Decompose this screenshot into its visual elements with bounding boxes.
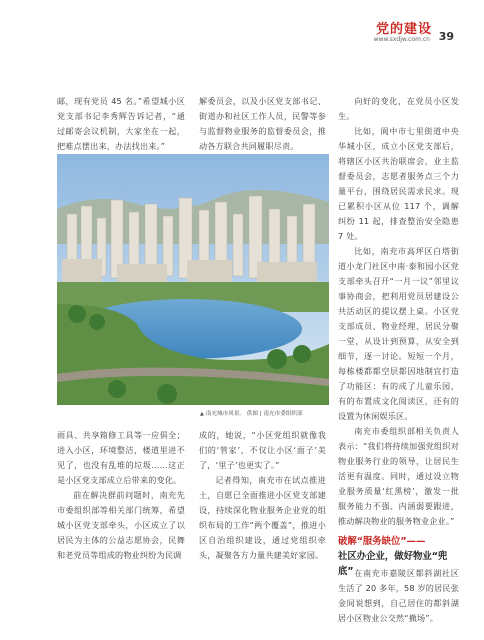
paragraph: 成的，她说，“小区党组织就像我们的‘管家’，不仅让小区‘面子’美了，‘里子’也更实了。” xyxy=(199,430,326,470)
triangle-icon: ▲ xyxy=(200,411,204,417)
city-photo xyxy=(57,154,329,405)
paragraph: 邮，现有党员 45 名。”希望城小区党支部书记李秀辉告诉记者，“通过邮寄会议机制，大家坐在一起，把难点摆出来、办法找出来。” xyxy=(57,96,185,151)
magazine-logo: 党的建设 xyxy=(375,22,432,37)
paragraph: 解委员会，以及小区党支部书记、街道办和社区工作人员，民警等参与监督物业服务的监督委员会，推动各方联合共同履职尽责。 xyxy=(199,96,326,151)
paragraph: 向好的变化，在党员小区发生。 xyxy=(338,96,459,121)
column-1-bottom xyxy=(57,428,185,563)
column-2-bottom xyxy=(199,428,326,563)
paragraph: 比如，阆中市七里街道中央华城小区，成立小区党支部后，将辖区小区共治联席会，业主监督委员会，志愿者服务点三个力量平台，围绕居民需求民求。现已累积小区从位 117 个，调解纠纷 11 起，排查整治安全隐患 7 处。 xyxy=(338,126,459,241)
page-number: 39 xyxy=(438,30,454,43)
section-heading-line2: 社区办企业，做好物业“兜底” xyxy=(338,551,448,577)
paragraph: 比如，南充市高坪区白塔街道小龙门社区中南·泰和园小区党支部牵头召开“一月一议”邻里议事协商会，把利用党员居建设公共活动区的提议摆上桌。小区党支部成员、物业经理、居民分聚一堂，从设计到预算，从安全到细节，逐一讨论。短短一个月，每栋楼都都空层都因地制宜打造了功能区：有的成了儿童乐园，有的布置成文化阅读区，还有的设置为休闲娱乐区。 xyxy=(338,246,459,421)
column-3 xyxy=(338,94,459,529)
column-3-bottom xyxy=(338,566,459,626)
paragraph: 记者得知，南充市在试点推进土，自愿已全面推进小区党支部建设，持续深化物业服务企业党的组织布局的工作“两个覆盖”，推进小区自治组织建设，通过党组织牵头，凝聚各方力量共建美好家园。 xyxy=(199,475,326,560)
site-url: www.sxdjw.com.cn xyxy=(373,36,430,43)
paragraph: 南充市委组织部相关负责人表示：“我们将持续加强党组织对物业服务行业的领导，让居民生活更有温度。同时，通过设立物业服务质量‘红黑榜’，激发一批服务能力不强、内涵弱要跟进，推动解决物业的服务物业企业。” xyxy=(338,426,459,526)
paragraph: 雨具、共享箱修工具等一应俱全；进入小区，环境整洁，楼道里进不见了，也没有乱堆的垃圾……这正是小区党支部成立后带来的变化。 xyxy=(57,430,185,485)
photo-caption: ▲ 南充城市风景。 供图 | 南充市委组织部 xyxy=(200,411,303,417)
section-heading-line1: 破解“服务缺位”—— xyxy=(338,536,426,547)
paragraph: 前在解决群前问题时，南充先市委组织部等相关部门统筹，希望城小区党支部牵头，小区成立了以居民为主体的公益志愿协会，民舞和老党员等组成的物业纠纷为民调 xyxy=(57,490,185,560)
paragraph: 在南充市嘉陵区都斜湖社区生活了 20 多年，58 岁的居民张金间说想到，自己居住的都斜湖居小区物业公交然“撤场”。 xyxy=(338,568,459,623)
page-header xyxy=(0,0,484,52)
